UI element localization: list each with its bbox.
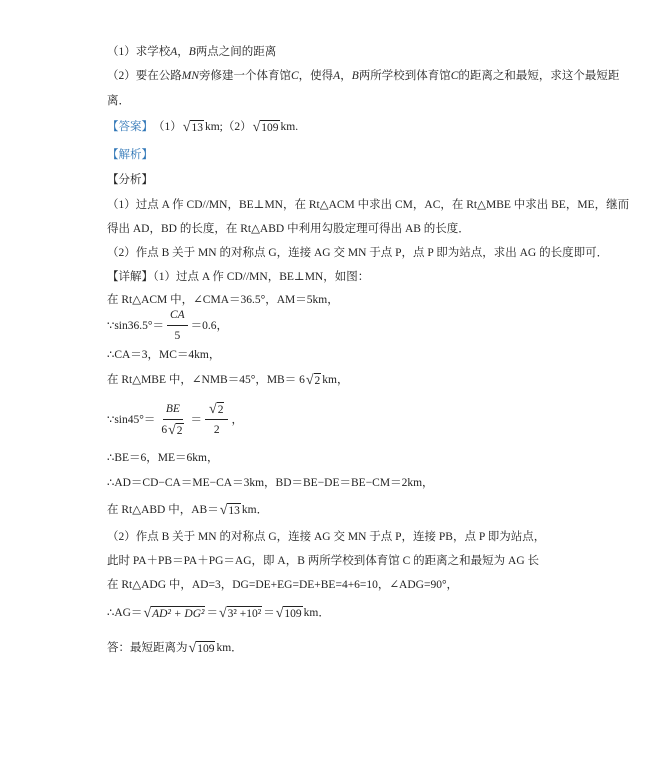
denominator [171,326,183,344]
text-line [107,269,369,285]
text-run: 2 [176,425,183,437]
text-run: ∵sin45°＝ [107,414,156,426]
square-root [220,503,241,518]
radicand [190,120,204,135]
text-line [107,402,243,438]
text-line [107,245,608,261]
text-run: km． [303,607,330,619]
text-run: km． [241,504,269,516]
text-run: AD² + DG² [152,607,205,620]
text-run: B [188,46,196,58]
numerator [167,308,188,326]
text-run: （1） [153,121,182,133]
text-run: 在 Rt△ACM 中，∠CMA＝36.5°，AM＝5km， [107,294,339,306]
text-run: 此时 PA＋PB＝PA＋PG＝AG，即 A，B 两所学校到体育馆 C 的距离之和最短为 AG 长 [107,555,540,567]
denominator [211,420,223,438]
text-run: 2 [217,404,224,416]
text-run: C [450,70,459,82]
radicand [227,606,263,621]
text-run: 6 [161,424,168,436]
text-run: ， [231,414,243,426]
text-run: 3² +10² [227,607,262,620]
square-root [189,641,216,656]
text-line [107,147,153,163]
text-run: 离． [107,95,130,107]
text-run: km． [216,642,243,654]
text-line [107,450,218,466]
radical-sign-icon: √ [209,402,217,417]
text-line [107,577,458,593]
fraction [205,402,228,438]
text-run: （1）过点 A 作 CD//MN，BE⊥MN，在 Rt△ACM 中求出 CM，AC，在 Rt△MBE 中求出 BE，ME，继而 [107,199,630,211]
text-line [107,529,545,545]
radical-sign-icon: √ [219,502,228,518]
denominator [158,420,187,438]
text-run: ∴BE＝6，ME＝6km， [107,452,219,464]
text-run: 在 Rt△ABD 中，AB＝ [107,504,219,516]
radicand [196,641,215,656]
radical-sign-icon: √ [168,423,176,438]
text-run: 【详解】（1）过点 A 作 CD//MN，BE⊥MN，如图： [107,271,370,283]
radicand [217,402,225,417]
text-line [107,605,330,621]
text-run: A [170,46,178,58]
text-run: ∴AG＝ [107,607,143,619]
radical-sign-icon: √ [182,119,191,135]
text-run: 在 Rt△ADG 中，AD=3，DG=DE+EG=DE+BE=4+6=10，∠ADG=90°， [107,579,459,591]
radicand [151,606,205,621]
text-run: 5 [174,330,181,342]
text-run: 2 [213,424,220,436]
text-line [107,292,339,308]
square-root [306,373,321,388]
text-line [107,640,243,656]
square-root [183,120,204,135]
text-run: km. [280,121,299,133]
text-run: B [351,70,359,82]
text-run: 两点之间的距离 [195,46,277,58]
text-run: 答：最短距离为 [107,642,188,654]
text-run: ＝ [263,607,275,619]
text-line [107,44,276,60]
text-line [107,172,153,188]
square-root [168,423,183,438]
square-root [276,606,303,621]
text-line [107,308,228,344]
radical-sign-icon: √ [218,605,227,621]
radical-sign-icon: √ [252,119,261,135]
text-run: 13 [191,121,203,134]
text-run: 109 [284,607,302,620]
text-run: 得出 AD，BD 的长度，在 Rt△ABD 中利用勾股定理可得出 AB 的长度． [107,223,470,235]
text-run: C [291,70,299,82]
text-run: 两所学校到体育馆 [358,70,451,82]
text-line [107,475,434,491]
text-line [107,553,539,569]
text-run: ， [340,70,352,82]
text-run: ∴AD＝CD−CA＝ME−CA＝3km，BD＝BE−DE＝BE−CM＝2km， [107,477,434,489]
text-run: （1）求学校 [107,46,171,58]
text-run: （2）要在公路 [107,70,182,82]
text-run: ∴CA＝3，MC＝4km， [107,349,221,361]
radicand [260,120,279,135]
text-run: ＝ [206,607,218,619]
text-run: 13 [228,504,240,517]
radical-sign-icon: √ [143,605,152,621]
text-run: ，使得 [298,70,334,82]
text-line [107,502,268,518]
text-run: ， [177,46,189,58]
text-line [107,119,298,135]
text-run: 2 [314,374,321,387]
text-run: CA [169,309,185,321]
text-run: 109 [197,642,215,655]
radical-sign-icon: √ [305,372,314,388]
radical-sign-icon: √ [188,640,197,656]
numerator [205,402,228,420]
text-line [107,372,348,388]
text-run: BE [165,403,180,415]
text-run: MN [181,70,199,82]
section-label: 【解析】 [107,149,153,161]
radicand [283,606,302,621]
radical-sign-icon: √ [275,605,284,621]
text-run: 在 Rt△MBE 中，∠NMB＝45°，MB＝ 6 [107,374,305,386]
text-run: km， [322,374,349,386]
text-line [107,68,619,84]
text-run: ∵sin36.5°＝ [107,320,164,332]
square-root [143,606,205,621]
square-root [219,606,262,621]
square-root [209,402,224,417]
section-label: 【答案】 [107,121,153,133]
text-run: km;（2） [204,121,252,133]
text-run: ＝ [190,414,203,426]
text-run: 的距离之和最短，求这个最短距 [458,70,620,82]
text-run: A [333,70,341,82]
text-line [107,221,470,237]
text-run: ＝0.6， [190,320,229,332]
fraction [167,308,188,344]
radicand [227,503,241,518]
numerator [163,402,183,420]
text-run: （2）作点 B 关于 MN 的对称点 G，连接 AG 交 MN 于点 P，点 P 即为站点，求出 AG 的长度即可． [107,247,609,259]
square-root [253,120,280,135]
fraction [158,402,187,438]
text-line [107,93,130,109]
text-run: 109 [261,121,279,134]
text-line [107,197,629,213]
text-run: （2）作点 B 关于 MN 的对称点 G，连接 AG 交 MN 于点 P，连接 PB，点 P 即为站点， [107,531,546,543]
text-line [107,347,220,363]
radicand [176,423,184,438]
radicand [314,373,322,388]
text-run: 【分析】 [107,174,153,186]
text-run: 旁修建一个体育馆 [199,70,291,82]
